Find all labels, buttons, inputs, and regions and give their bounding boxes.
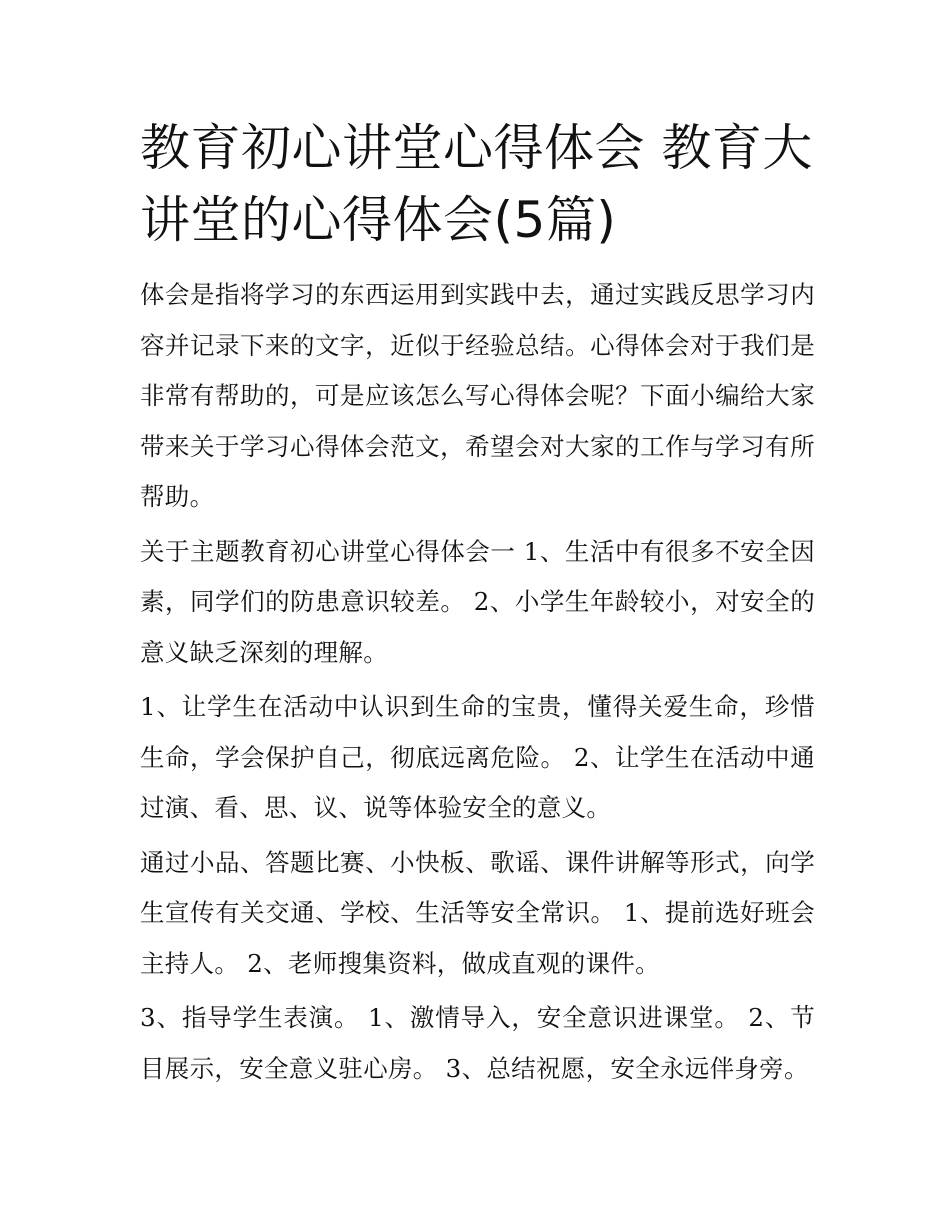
paragraph-goals: 1、让学生在活动中认识到生命的宝贵，懂得关爱生命，珍惜生命，学会保护自己，彻底远离危险。 2、让学生在活动中通过演、看、思、议、说等体验安全的意义。 bbox=[140, 692, 815, 822]
paragraph-methods: 通过小品、答题比赛、小快板、歌谣、课件讲解等形式，向学生宣传有关交通、学校、生活等安全常识。 1、提前选好班会主持人。 2、老师搜集资料，做成直观的课件。 bbox=[140, 847, 815, 978]
document-content bbox=[140, 112, 815, 1098]
document-title: 教育初心讲堂心得体会 教育大讲堂的心得体会(5篇) bbox=[140, 119, 813, 249]
paragraph-process: 3、指导学生表演。 1、激情导入，安全意识进课堂。 2、节目展示，安全意义驻心房。 3、总结祝愿，安全永远伴身旁。 bbox=[140, 1003, 815, 1083]
paragraph-background: 关于主题教育初心讲堂心得体会一 1、生活中有很多不安全因素，同学们的防患意识较差。 2、小学生年龄较小，对安全的意义缺乏深刻的理解。 bbox=[140, 536, 815, 667]
paragraph-intro: 体会是指将学习的东西运用到实践中去，通过实践反思学习内容并记录下来的文字，近似于经验总结。心得体会对于我们是非常有帮助的，可是应该怎么写心得体会呢？下面小编给大家带来关于学习心得体会范文，希望会对大家的工作与学习有所帮助。 bbox=[140, 280, 815, 511]
